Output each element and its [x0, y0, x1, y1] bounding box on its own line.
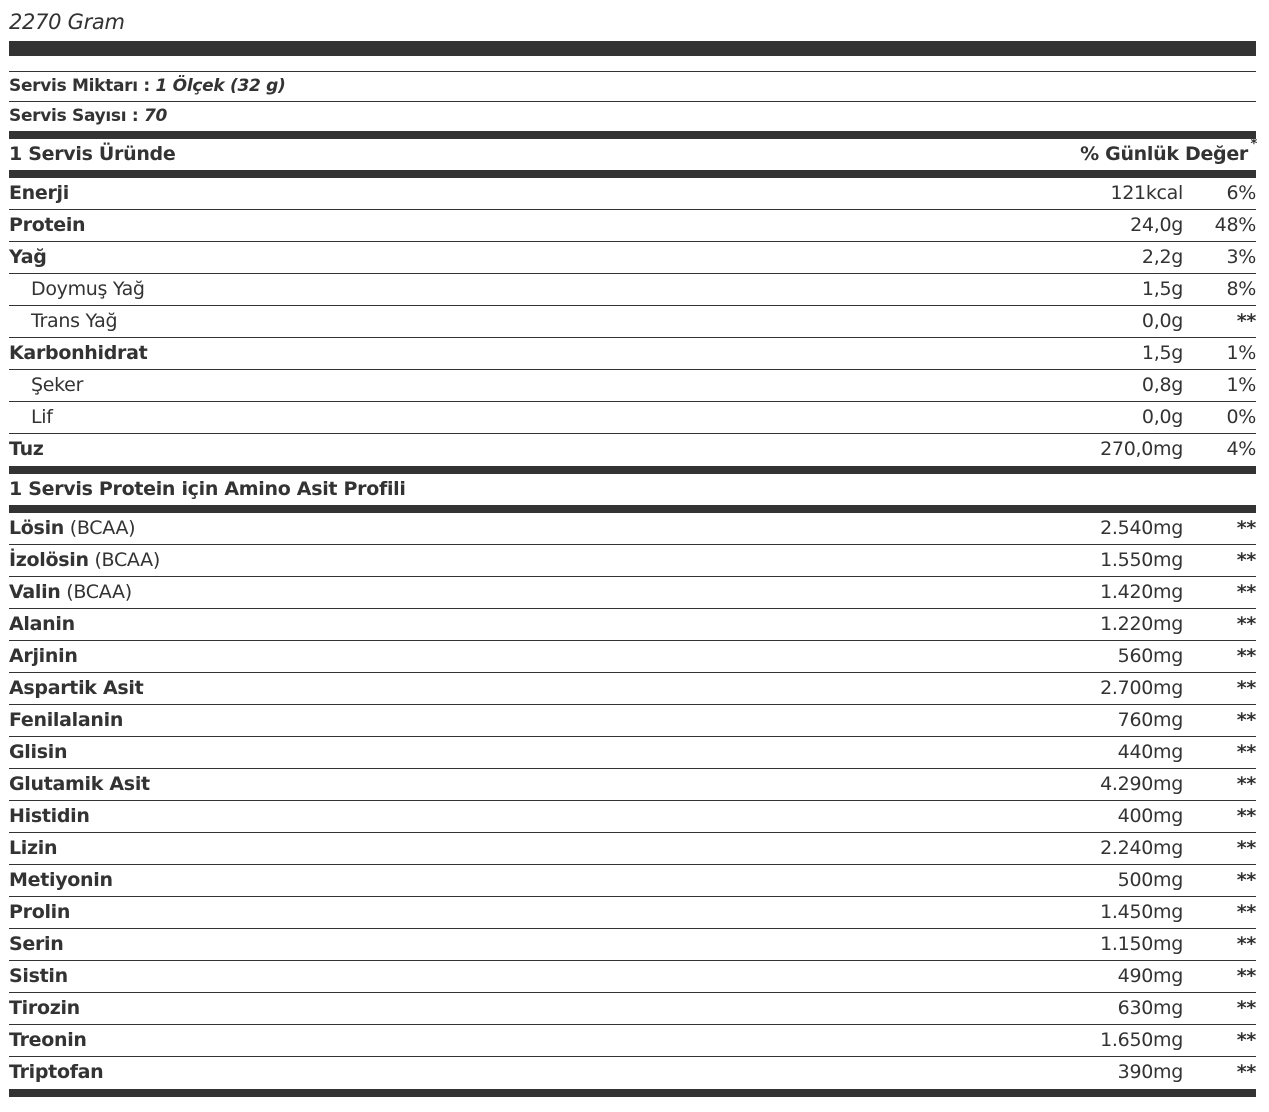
amino-acid-name-label: Lösin: [9, 517, 65, 539]
amino-acid-name-label: Arjinin: [9, 645, 78, 667]
serving-size: [9, 71, 285, 101]
amino-acid-amount: 1.420mg: [1100, 581, 1183, 603]
nutrient-daily-value: 3%: [1226, 246, 1256, 268]
servings-count-label: Servis Sayısı :: [9, 106, 139, 126]
nutrient-row: [9, 434, 1256, 465]
amino-acid-amount: 500mg: [1117, 869, 1183, 891]
nutrient-amount: 0,0g: [1141, 310, 1183, 332]
daily-value-header-label: % Günlük Değer: [1080, 143, 1248, 165]
nutrient-daily-value: 48%: [1214, 214, 1256, 236]
nutrient-name: Doymuş Yağ: [31, 278, 145, 300]
amino-acid-name-label: Aspartik Asit: [9, 677, 144, 699]
amino-acid-name: [9, 929, 63, 960]
servings-count-value: 70: [144, 106, 168, 126]
amino-acid-row: [9, 833, 1256, 864]
amino-acid-daily-value: **: [1236, 581, 1256, 603]
nutrient-amount: 0,8g: [1141, 374, 1183, 396]
divider-medium: [9, 1089, 1256, 1097]
nutrient-amount: 1,5g: [1141, 278, 1183, 300]
amino-acid-name-label: Alanin: [9, 613, 75, 635]
amino-acid-name: [9, 1057, 103, 1088]
amino-acid-daily-value: **: [1236, 741, 1256, 763]
amino-acid-name-label: Triptofan: [9, 1061, 104, 1083]
amino-acid-name: [9, 993, 80, 1024]
nutrient-amount: 0,0g: [1141, 406, 1183, 428]
amino-acid-daily-value: **: [1236, 965, 1256, 987]
nutrient-daily-value: 6%: [1226, 182, 1256, 204]
amino-acid-name-label: Treonin: [9, 1029, 87, 1051]
amino-acid-name: [9, 865, 113, 896]
nutrient-name: Karbonhidrat: [9, 342, 148, 364]
amino-acid-name: [9, 641, 78, 672]
amino-acid-name: [9, 545, 160, 576]
nutrient-amount: 1,5g: [1141, 342, 1183, 364]
divider-medium: [9, 505, 1256, 513]
amino-acid-name-label: Sistin: [9, 965, 68, 987]
amino-acid-row: [9, 801, 1256, 832]
amino-acid-row: [9, 897, 1256, 928]
amino-acid-daily-value: **: [1236, 837, 1256, 859]
amino-acid-name: [9, 897, 70, 928]
divider-medium: [9, 466, 1256, 474]
amino-acid-name: [9, 833, 57, 864]
amino-acid-note: (BCAA): [88, 549, 160, 571]
amino-acid-row: [9, 641, 1256, 672]
nutrient-amount: 24,0g: [1130, 214, 1183, 236]
amino-acid-name-label: Fenilalanin: [9, 709, 124, 731]
amino-acid-name: [9, 609, 75, 640]
amino-acid-row: [9, 1025, 1256, 1056]
amino-header: [9, 474, 1256, 505]
nutrient-row: [9, 402, 1256, 433]
amino-acid-name: [9, 577, 132, 608]
nutrient-amount: 2,2g: [1141, 246, 1183, 268]
nutrition-header: [9, 139, 1256, 170]
amino-acid-name-label: İzolösin: [9, 549, 89, 571]
nutrient-name: Protein: [9, 214, 86, 236]
amino-acid-daily-value: **: [1236, 997, 1256, 1019]
amino-acid-amount: 1.550mg: [1100, 549, 1183, 571]
nutrient-name: Yağ: [9, 246, 47, 268]
amino-acid-amount: 2.240mg: [1100, 837, 1183, 859]
nutrient-daily-value: 4%: [1226, 438, 1256, 460]
amino-acid-row: [9, 513, 1256, 544]
nutrient-row: [9, 178, 1256, 209]
amino-acid-name-label: Tirozin: [9, 997, 80, 1019]
amino-acid-name-label: Serin: [9, 933, 64, 955]
amino-acid-daily-value: **: [1236, 1029, 1256, 1051]
nutrient-name: Enerji: [9, 182, 69, 204]
amino-acid-amount: 4.290mg: [1100, 773, 1183, 795]
amino-acid-row: [9, 609, 1256, 640]
daily-value-header: [1080, 137, 1257, 170]
amino-acid-daily-value: **: [1236, 517, 1256, 539]
amino-acid-amount: 490mg: [1117, 965, 1183, 987]
amino-acid-name-label: Glisin: [9, 741, 68, 763]
nutrient-daily-value: 8%: [1226, 278, 1256, 300]
amino-acid-amount: 440mg: [1117, 741, 1183, 763]
nutrient-daily-value: 1%: [1226, 342, 1256, 364]
amino-acid-amount: 1.650mg: [1100, 1029, 1183, 1051]
divider-thin: [9, 101, 1256, 102]
nutrient-daily-value: 0%: [1226, 406, 1256, 428]
nutrient-name: Şeker: [31, 374, 84, 396]
amino-acid-name: [9, 673, 143, 704]
amino-acid-name: [9, 513, 135, 544]
amino-acid-amount: 2.700mg: [1100, 677, 1183, 699]
amino-acid-row: [9, 961, 1256, 992]
nutrient-row: [9, 338, 1256, 369]
amino-acid-name: [9, 737, 67, 768]
amino-acid-daily-value: **: [1236, 933, 1256, 955]
product-weight: 2270 Gram: [9, 10, 125, 34]
amino-acid-amount: 760mg: [1117, 709, 1183, 731]
amino-acid-daily-value: **: [1236, 549, 1256, 571]
amino-acid-amount: 1.150mg: [1100, 933, 1183, 955]
serving-size-value: 1 Ölçek (32 g): [155, 76, 286, 96]
amino-acid-row: [9, 577, 1256, 608]
serving-size-label: Servis Miktarı :: [9, 76, 150, 96]
nutrient-row: [9, 242, 1256, 273]
amino-acid-name: [9, 705, 123, 736]
divider-thick: [9, 41, 1256, 56]
divider-medium: [9, 131, 1256, 139]
amino-acid-name-label: Valin: [9, 581, 61, 603]
nutrient-amount: 270,0mg: [1100, 438, 1183, 460]
amino-acid-row: [9, 993, 1256, 1024]
divider-medium: [9, 170, 1256, 178]
amino-acid-amount: 400mg: [1117, 805, 1183, 827]
amino-acid-daily-value: **: [1236, 709, 1256, 731]
amino-acid-name: [9, 801, 90, 832]
amino-acid-daily-value: **: [1236, 645, 1256, 667]
amino-acid-row: [9, 545, 1256, 576]
amino-acid-daily-value: **: [1236, 869, 1256, 891]
amino-acid-row: [9, 737, 1256, 768]
nutrition-header-left: 1 Servis Üründe: [9, 143, 176, 165]
amino-acid-amount: 560mg: [1117, 645, 1183, 667]
amino-acid-name-label: Histidin: [9, 805, 90, 827]
amino-acid-note: (BCAA): [60, 581, 132, 603]
nutrient-daily-value: 1%: [1226, 374, 1256, 396]
amino-acid-name: [9, 1025, 87, 1056]
amino-acid-name-label: Prolin: [9, 901, 71, 923]
amino-acid-amount: 630mg: [1117, 997, 1183, 1019]
amino-acid-daily-value: **: [1236, 1061, 1256, 1083]
nutrient-row: [9, 210, 1256, 241]
amino-acid-amount: 2.540mg: [1100, 517, 1183, 539]
amino-acid-row: [9, 1057, 1256, 1088]
amino-acid-daily-value: **: [1236, 677, 1256, 699]
amino-acid-note: (BCAA): [64, 517, 136, 539]
amino-acid-name: [9, 769, 150, 800]
amino-acid-row: [9, 705, 1256, 736]
nutrient-name: Trans Yağ: [31, 310, 118, 332]
nutrient-row: [9, 306, 1256, 337]
nutrient-daily-value: **: [1236, 310, 1256, 332]
nutrient-name: Tuz: [9, 438, 44, 460]
servings-count: [9, 101, 167, 131]
nutrient-amount: 121kcal: [1110, 182, 1183, 204]
amino-acid-daily-value: **: [1236, 613, 1256, 635]
amino-acid-daily-value: **: [1236, 901, 1256, 923]
amino-acid-row: [9, 865, 1256, 896]
nutrient-row: [9, 370, 1256, 401]
amino-acid-name-label: Glutamik Asit: [9, 773, 150, 795]
amino-acid-row: [9, 769, 1256, 800]
amino-header-label: 1 Servis Protein için Amino Asit Profili: [9, 478, 406, 500]
amino-acid-name: [9, 961, 68, 992]
amino-acid-name-label: Lizin: [9, 837, 58, 859]
daily-value-footnote-mark: *: [1250, 137, 1257, 152]
amino-acid-daily-value: **: [1236, 773, 1256, 795]
amino-acid-name-label: Metiyonin: [9, 869, 113, 891]
nutrient-row: [9, 274, 1256, 305]
amino-acid-amount: 1.220mg: [1100, 613, 1183, 635]
amino-acid-row: [9, 673, 1256, 704]
amino-acid-amount: 390mg: [1117, 1061, 1183, 1083]
amino-acid-row: [9, 929, 1256, 960]
amino-acid-daily-value: **: [1236, 805, 1256, 827]
amino-acid-amount: 1.450mg: [1100, 901, 1183, 923]
nutrient-name: Lif: [31, 406, 53, 428]
